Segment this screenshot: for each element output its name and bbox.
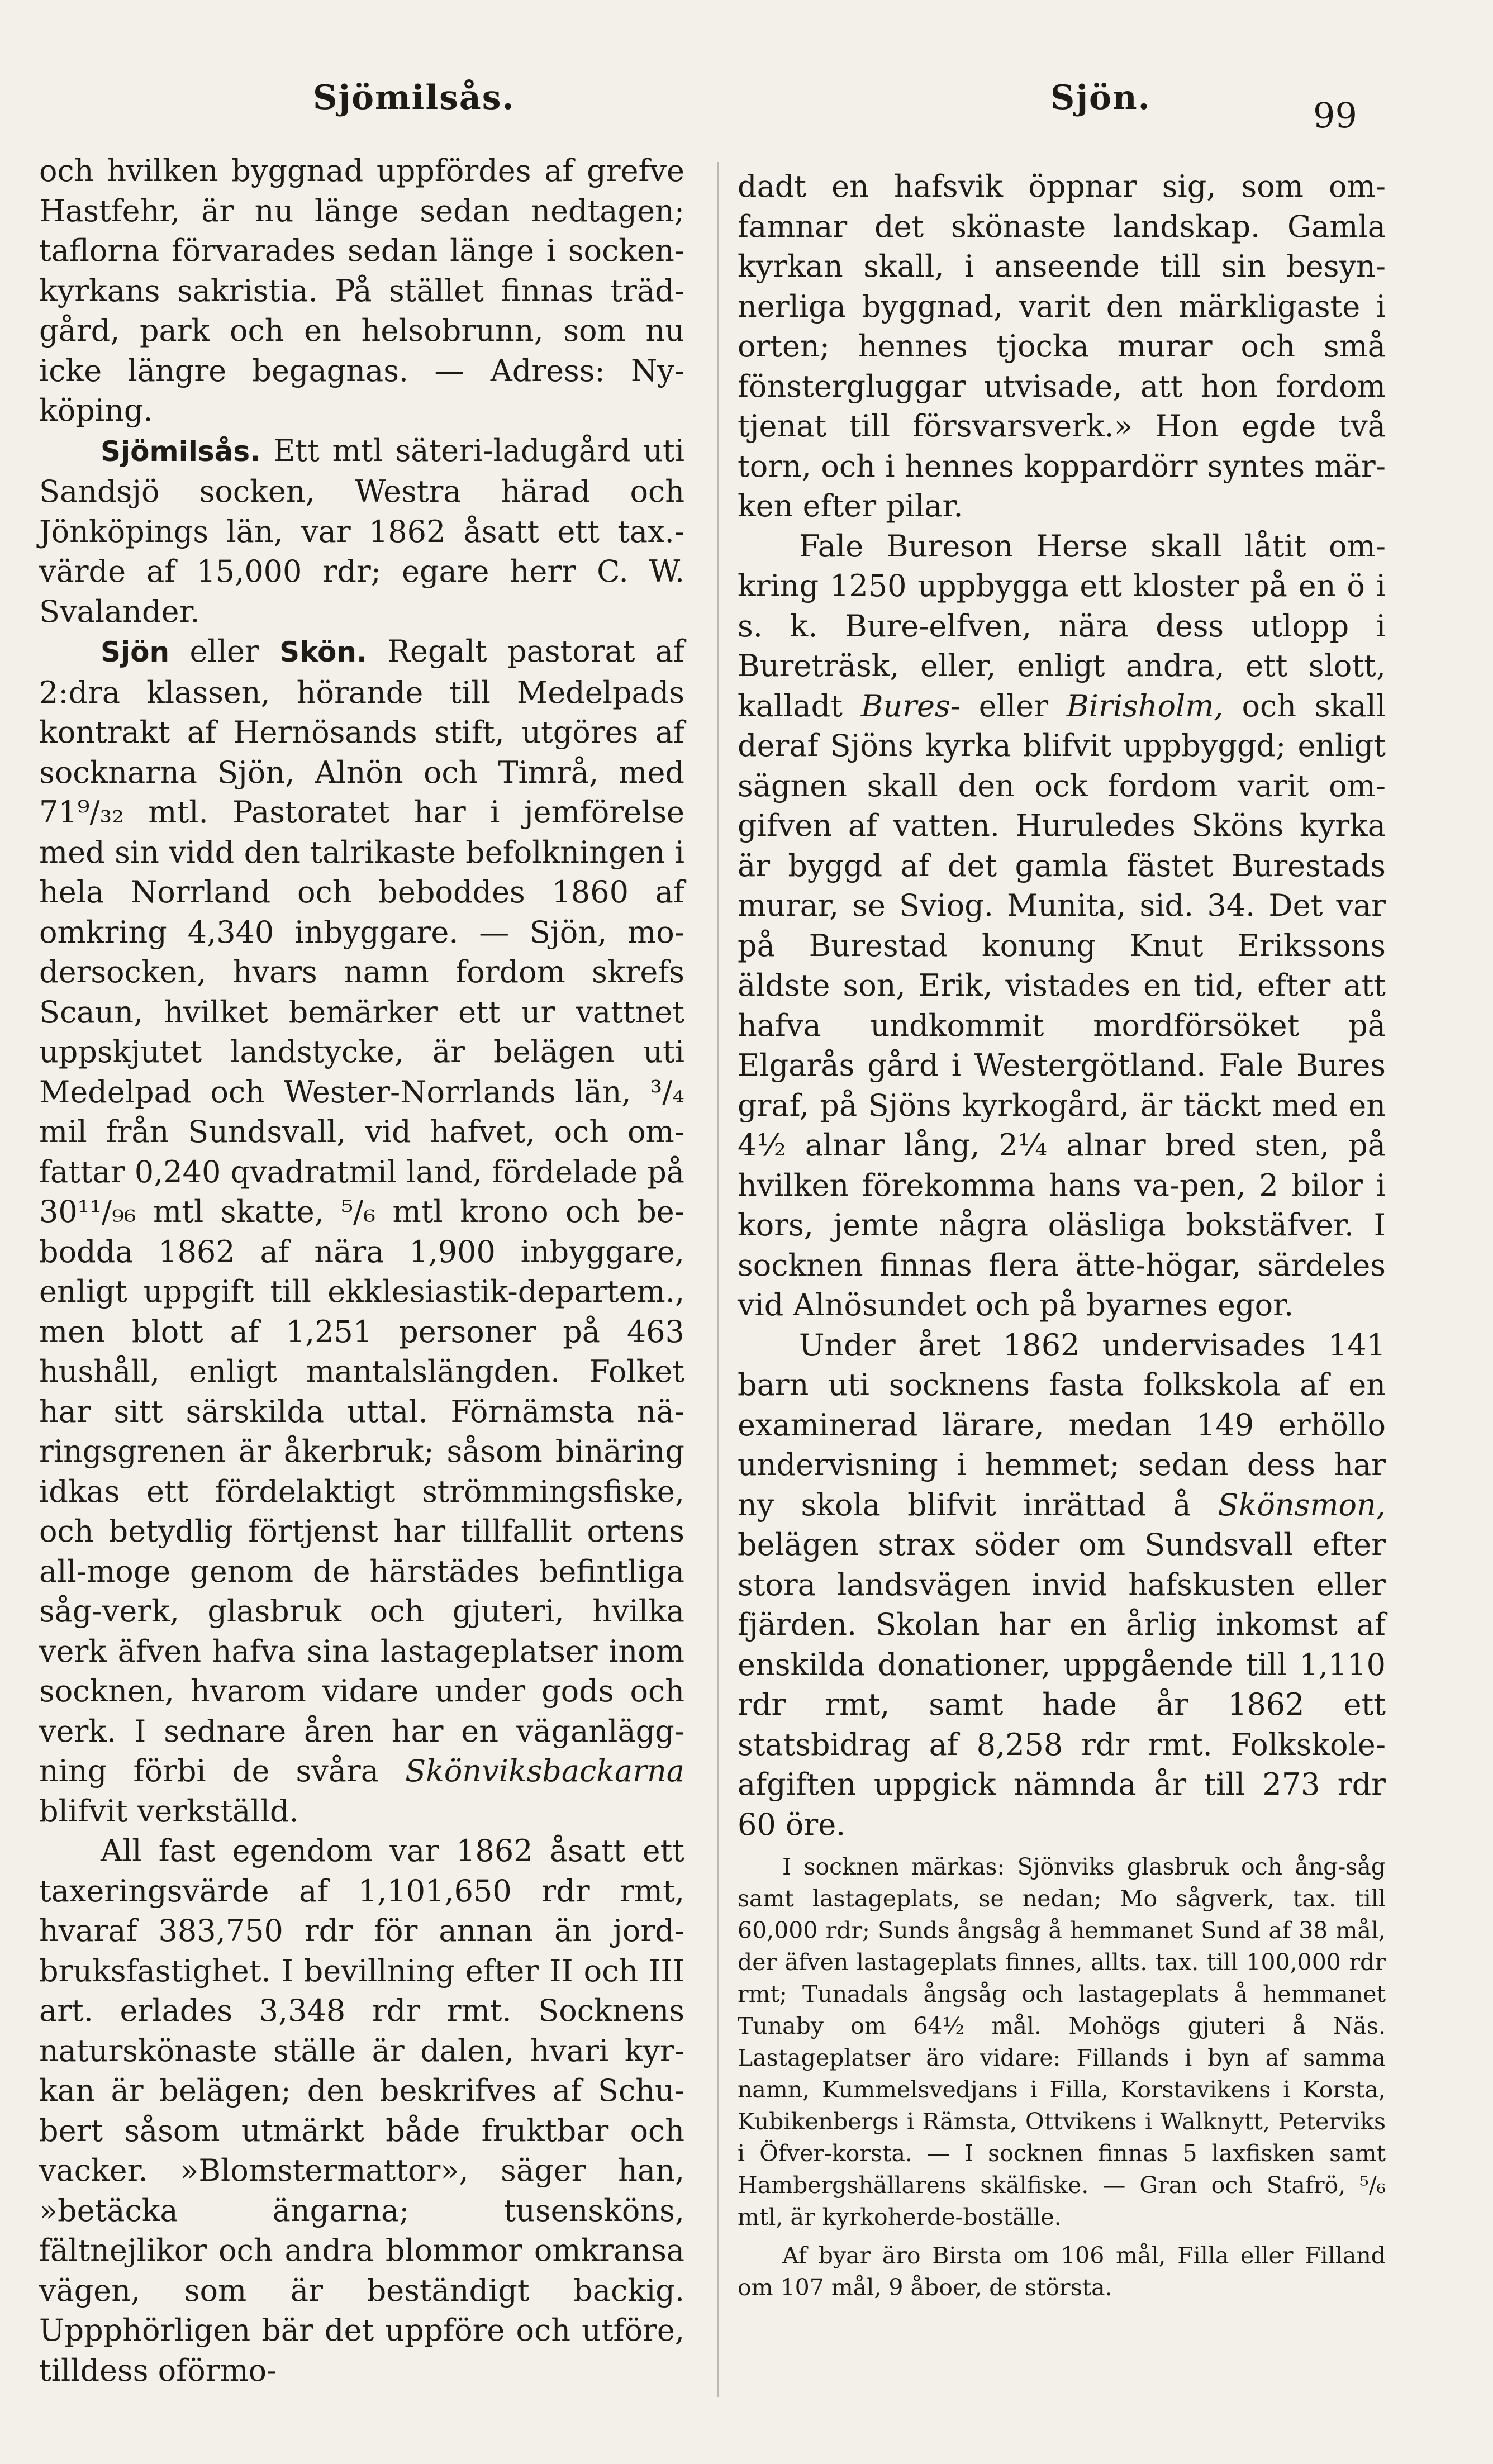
place-name: Bures- [860, 688, 961, 724]
note-industries: I socknen märkas: Sjönviks glasbruk och ång-såg samt lastageplats, se nedan; Mo sågverk, tax. till 60,000 rdr; Sunds ångsåg å hemmanet Sund af 38 mål, der äfven lastageplats finnes, allts. tax. till 100,000 rdr rmt; Tunadals ångsåg och lastageplats å hemmanet Tunaby om 64½ mål. Mohögs gjuteri å Näs. Lastageplatser äro vidare: Fillands i byn af samma namn, Kummelsvedjans i Filla, Korstavikens i Korsta, Kubikenbergs i Rämsta, Ottvikens i Walknytt, Peterviks i Öfver-korsta. — I socknen finnas 5 laxfisken samt Hambergshällarens skälfiske. — Gran och Stafrö, ⁵/₆ mtl, är kyrkoherde-boställe. [738, 1853, 1386, 2230]
paragraph-school [738, 1325, 1386, 1845]
text-span: eller [960, 688, 1067, 724]
entry-connector: eller [169, 634, 280, 669]
paragraph-fale-bureson [738, 526, 1386, 1325]
entry-term-alt: Skön. [279, 636, 367, 668]
place-name: Skönviksbackarna [405, 1753, 684, 1788]
column-divider [717, 162, 719, 2397]
entry-term: Sjön [101, 636, 170, 668]
place-name: Birisholm, [1066, 688, 1224, 724]
page-number: 99 [1313, 95, 1357, 136]
left-column [39, 151, 684, 2390]
paragraph-taxation: All fast egendom var 1862 åsatt ett taxeringsvärde af 1,101,650 rdr rmt, hvaraf 383,750 rdr för annan än jord-bruksfastighet. I bevillning efter II och III art. erlades 3,348 rdr rmt. Socknens naturskönaste ställe är dalen, hvari kyr-kan är belägen; den beskrifves af Schu-bert såsom utmärkt både fruktbar och vacker. »Blomstermattor», säger han, »betäcka ängarna; tusensköns, fältnejlikor och andra blommor omkransa vägen, som är beständigt backig. Uppphörligen bär det uppföre och utföre, tilldess oförmo- [39, 1833, 684, 2388]
text-span: och skall deraf Sjöns kyrka blifvit uppbyggd; enligt sägnen skall den ock fordom varit om-gifven af vatten. Huruledes Sköns kyrka är byggd af det gamla fästet Burestads murar, se Sviog. Munita, sid. 34. Det var på Burestad konung Knut Erikssons äldste son, Erik, vistades en tid, efter att hafva undkommit mordförsöket på Elgarås gård i Westergötland. Fale Bures graf, på Sjöns kyrkogård, är täckt med en 4½ alnar lång, 2¼ alnar bred sten, på hvilken förekomma hans va-pen, 2 bilor i kors, jemte några oläsliga bokstäfver. I socknen finnas flera ätte-högar, särdeles vid Alnösundet och på byarnes egor. [738, 688, 1386, 1323]
place-name: Skönsmon, [1218, 1487, 1386, 1523]
entry-text: Ett mtl säteri-ladugård uti Sandsjö socken, Westra härad och Jönköpings län, var 1862 åsatt ett tax.-värde af 15,000 rdr; egare herr C. W. Svalander. [39, 432, 684, 629]
paragraph-continued: dadt en hafsvik öppnar sig, som om-famnar det skönaste landskap. Gamla kyrkan skall, i anseende till sin besyn-nerliga byggnad, varit den märkligaste i orten; hennes tjocka murar och små fönstergluggar utvisade, att hon fordom tjenat till försvarsverk.» Hon egde två torn, och i hennes koppardörr syntes mär-ken efter pilar. [738, 169, 1386, 524]
running-head-left: Sjömilsås. [313, 78, 515, 117]
right-column [738, 167, 1386, 2304]
running-head-right: Sjön. [1050, 78, 1151, 117]
note-villages: Af byar äro Birsta om 106 mål, Filla eller Filland om 107 mål, 9 åboer, de största. [738, 2242, 1386, 2301]
paragraph-hastfehr: och hvilken byggnad uppfördes af grefve Hastfehr, är nu länge sedan nedtagen; taflorna förvarades sedan länge i socken-kyrkans sakristia. På stället finnas träd-gård, park och en helsobrunn, som nu icke längre begagnas. — Adress: Ny-köping. [39, 153, 684, 428]
text-span: belägen strax söder om Sundsvall efter stora landsvägen invid hafskusten eller fjärden. Skolan har en årlig inkomst af enskilda donationer, uppgående till 1,110 rdr rmt, samt hade år 1862 ett statsbidrag af 8,258 rdr rmt. Folkskole-afgiften uppgick nämnda år till 273 rdr 60 öre. [738, 1527, 1386, 1842]
entry-text-end: blifvit verkställd. [39, 1793, 299, 1829]
entry-term: Sjömilsås. [101, 435, 261, 468]
entry-sjon [39, 631, 684, 1831]
text-span: Under året 1862 undervisades 141 barn uti socknens fasta folkskola af en examinerad lärare, medan 149 erhöllo undervisning i hemmet; sedan dess har ny skola blifvit inrättad å [738, 1327, 1386, 1523]
text-span: Fale Bureson Herse skall låtit om-kring 1250 uppbygga ett kloster på en ö i s. k. Bure-elfven, nära dess utlopp i Bureträsk, eller, enligt andra, ett slott, kalladt [738, 528, 1386, 724]
entry-text: Regalt pastorat af 2:dra klassen, hörande till Medelpads kontrakt af Hernösands stift, utgöres af socknarna Sjön, Alnön och Timrå, med 71⁹/₃₂ mtl. Pastoratet har i jemförelse med sin vidd den talrikaste befolkningen i hela Norrland och beboddes 1860 af omkring 4,340 inbyggare. — Sjön, mo-dersocken, hvars namn fordom skrefs Scaun, hvilket bemärker ett ur vattnet uppskjutet landstycke, är belägen uti Medelpad och Wester-Norrlands län, ³/₄ mil från Sundsvall, vid hafvet, och om-fattar 0,240 qvadratmil land, fördelade på 30¹¹/₉₆ mtl skatte, ⁵/₆ mtl krono och be-bodda 1862 af nära 1,900 inbyggare, enligt uppgift till ekklesiastik-departem., men blott af 1,251 personer på 463 hushåll, enligt mantalslängden. Folket har sitt särskilda uttal. Förnämsta nä-ringsgrenen är åkerbruk; såsom binäring idkas ett fördelaktigt strömmingsfiske, och betydlig förtjenst har tillfallit ortens all-moge genom de härstädes befintliga såg-verk, glasbruk och gjuteri, hvilka verk äfven hafva sina lastageplatser inom socknen, hvarom vidare under gods och verk. I sednare åren har en väganlägg-ning förbi de svåra [39, 634, 684, 1788]
entry-sjomilsas [39, 431, 684, 632]
